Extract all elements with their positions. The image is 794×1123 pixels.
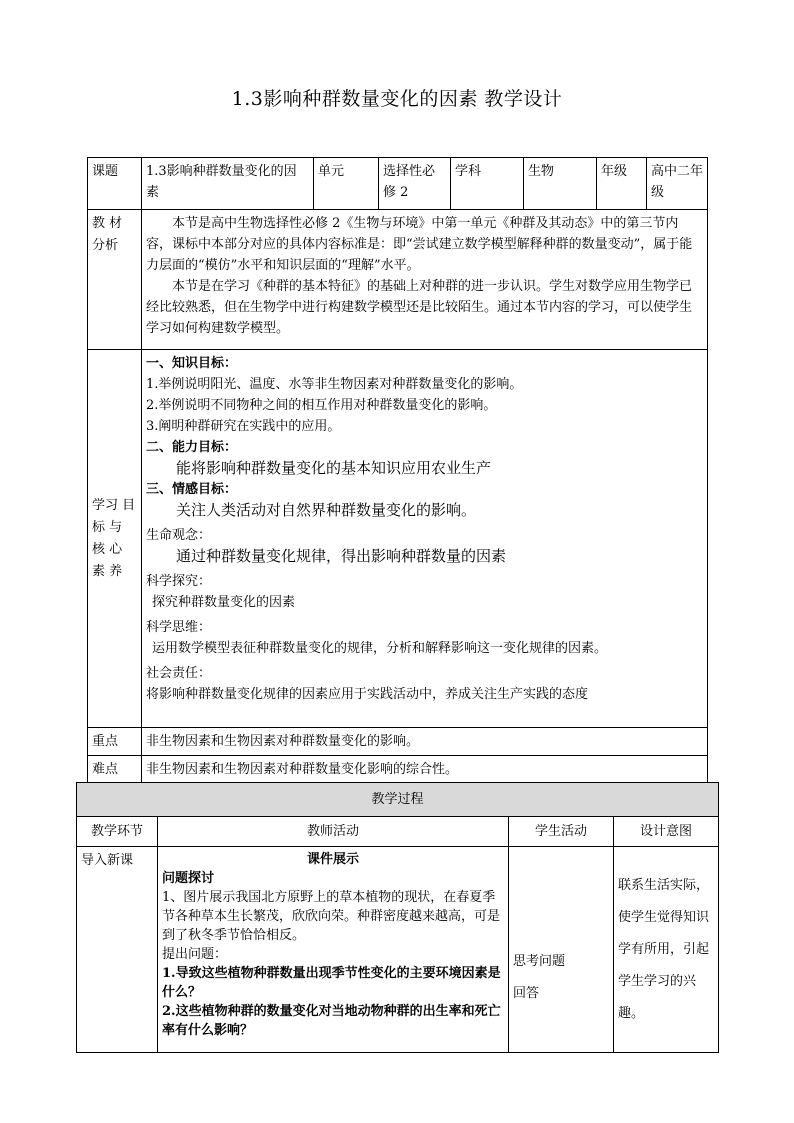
design-intent-cell: 联系生活实际，使学生觉得知识学有所用，引起学生学习的兴趣。 xyxy=(614,847,719,1053)
literacy-label: 科学思维： xyxy=(146,620,212,635)
ability-item: 能将影响种群数量变化的基本知识应用农业生产 xyxy=(176,459,492,477)
col-header-student: 学生活动 xyxy=(509,817,614,847)
literacy-label: 社会责任： xyxy=(146,666,212,681)
topic-heading: 问题探讨 xyxy=(162,871,215,886)
knowledge-item: 3.阐明种群研究在实践中的应用。 xyxy=(146,419,341,434)
question-item: 1.导致这些植物种群数量出现季节性变化的主要环境因素是什么？ xyxy=(162,966,501,1000)
col-header-stage: 教学环节 xyxy=(77,817,158,847)
col-header-teacher: 教师活动 xyxy=(158,817,509,847)
ability-heading: 二、能力目标： xyxy=(146,440,238,455)
unit-value: 选择性必修 2 xyxy=(379,158,451,210)
page-title: 1.3影响种群数量变化的因素 教学设计 xyxy=(231,88,563,110)
question-intro: 提出问题： xyxy=(162,947,228,962)
literacy-item: 探究种群数量变化的因素 xyxy=(152,595,296,610)
student-activity-cell xyxy=(509,847,614,1053)
analysis-paragraph: 本节是在学习《种群的基本特征》的基础上对种群的进一步认识。学生对数学应用生物学已经比较熟悉，但在生物学中进行构建数学模型还是比较陌生。通过本节内容的学习，可以使学生学习如何构建数学模型。 xyxy=(146,279,693,336)
courseware-heading: 课件展示 xyxy=(306,852,359,867)
col-header-intent: 设计意图 xyxy=(614,817,719,847)
process-header: 教学过程 xyxy=(77,783,719,817)
literacy-label: 生命观念： xyxy=(146,528,212,543)
key-point-label: 重点 xyxy=(88,728,142,756)
analysis-content xyxy=(142,210,708,350)
question-item: 2.这些植物种群的数量变化对当地动物种群的出生率和死亡率有什么影响？ xyxy=(162,1004,501,1038)
activity-description: 1、图片展示我国北方原野上的草本植物的现状，在春夏季节各种草本生长繁茂，欣欣向荣。种群密度越来越高，可是到了秋冬季节恰恰相反。 xyxy=(162,890,501,943)
literacy-label: 科学探究： xyxy=(146,574,212,589)
stage-cell: 导入新课 xyxy=(77,847,158,1053)
grade-label: 年级 xyxy=(597,158,647,210)
emotion-item: 关注人类活动对自然界种群数量变化的影响。 xyxy=(176,501,477,519)
subject-value: 生物 xyxy=(524,158,597,210)
lesson-info-table xyxy=(87,157,708,784)
literacy-item: 运用数学模型表征种群数量变化的规律，分析和解释影响这一变化规律的因素。 xyxy=(152,641,608,656)
grade-value: 高中二年级 xyxy=(647,158,708,210)
analysis-label: 教 材 分析 xyxy=(88,210,142,350)
key-point-value: 非生物因素和生物因素对种群数量变化的影响。 xyxy=(142,728,708,756)
subject-label: 学科 xyxy=(451,158,524,210)
teacher-activity-cell xyxy=(158,847,509,1053)
emotion-heading: 三、情感目标： xyxy=(146,482,238,497)
literacy-item: 将影响种群数量变化规律的因素应用于实践活动中，养成关注生产实践的态度 xyxy=(146,687,589,702)
student-activity-item: 思考问题 xyxy=(513,954,566,969)
knowledge-heading: 一、知识目标： xyxy=(146,356,238,371)
literacy-item: 通过种群数量变化规律，得出影响种群数量的因素 xyxy=(176,547,507,565)
goals-label: 学习 目 标 与 核 心 素 养 xyxy=(88,350,142,728)
analysis-paragraph: 本节是高中生物选择性必修 2《生物与环境》中第一单元《种群及其动态》中的第三节内容，课标中本部分对应的具体内容标准是：即“尝试建立数学模型解释种群的数量变动”，属于能力层面的“模仿”水平和知识层面的“理解”水平。 xyxy=(146,216,693,273)
keti-value: 1.3影响种群数量变化的因素 xyxy=(142,158,314,210)
difficulty-value: 非生物因素和生物因素对种群数量变化影响的综合性。 xyxy=(142,756,708,784)
keti-label: 课题 xyxy=(88,158,142,210)
teaching-process-table xyxy=(76,782,719,1053)
difficulty-label: 难点 xyxy=(88,756,142,784)
student-activity-item: 回答 xyxy=(513,986,540,1001)
knowledge-item: 1.举例说明阳光、温度、水等非生物因素对种群数量变化的影响。 xyxy=(146,377,523,392)
goals-content xyxy=(142,350,708,728)
unit-label: 单元 xyxy=(314,158,379,210)
knowledge-item: 2.举例说明不同物种之间的相互作用对种群数量变化的影响。 xyxy=(146,398,497,413)
